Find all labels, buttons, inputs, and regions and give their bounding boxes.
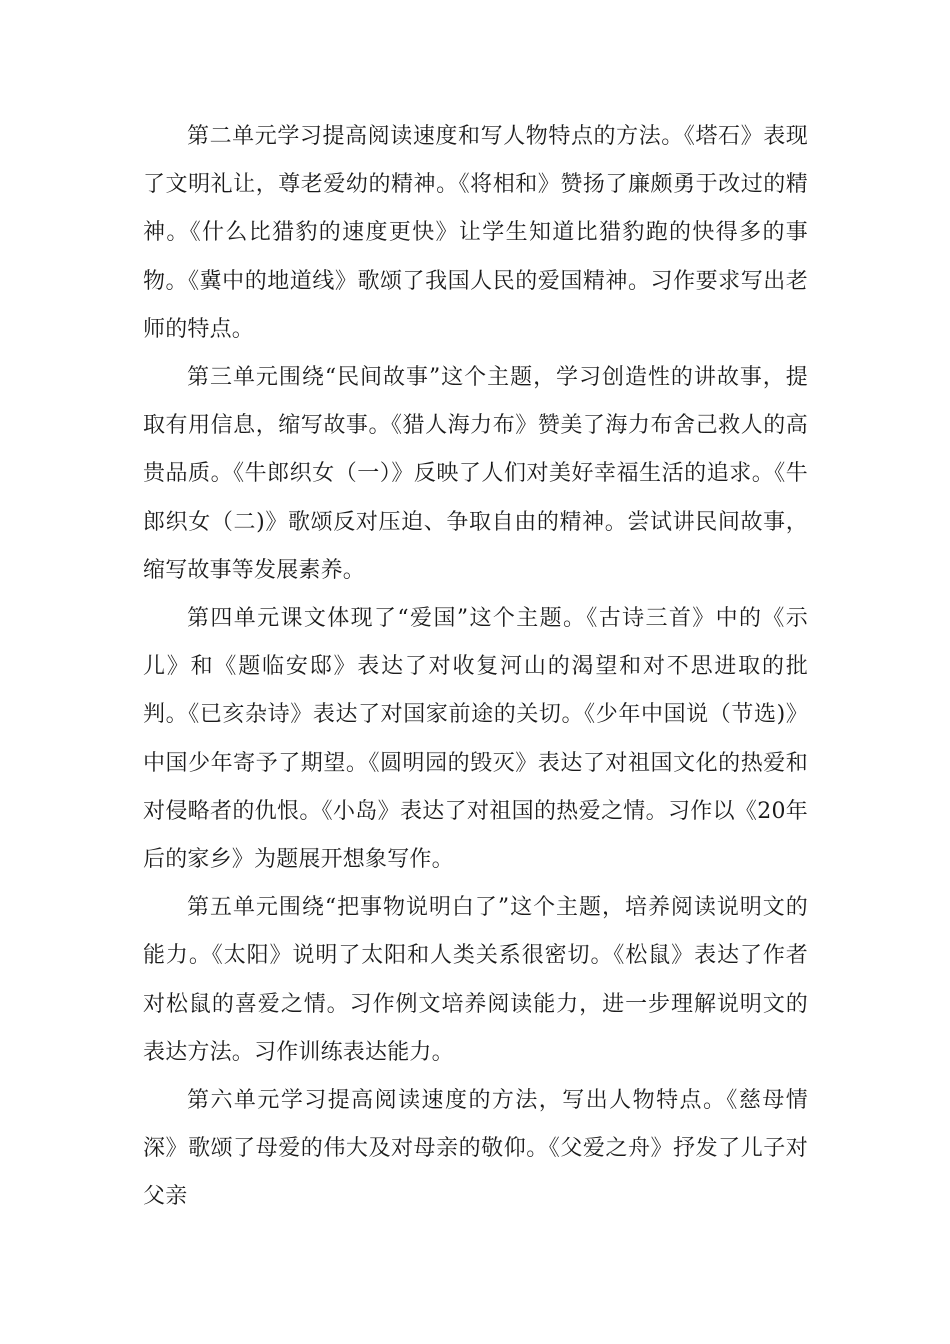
- paragraph-unit-4: 第四单元课文体现了“爱国”这个主题。《古诗三首》中的《示儿》和《题临安邸》表达了对收复河山的渴望和对不思进取的批判。《已亥杂诗》表达了对国家前途的关切。《少年中国说（节选)》中国少年寄予了期望。《圆明园的毁灭》表达了对祖国文化的热爱和对侵略者的仇恨。《小岛》表达了对祖国的热爱之情。习作以《20年后的家乡》为题展开想象写作。: [143, 606, 808, 873]
- paragraph-unit-2: 第二单元学习提高阅读速度和写人物特点的方法。《塔石》表现了文明礼让，尊老爱幼的精神。《将相和》赞扬了廉颇勇于改过的精神。《什么比猎豹的速度更快》让学生知道比猎豹跑的快得多的事物。《冀中的地道线》歌颂了我国人民的爱国精神。习作要求写出老师的特点。: [143, 124, 808, 342]
- paragraph-unit-5: 第五单元围绕“把事物说明白了”这个主题，培养阅读说明文的能力。《太阳》说明了太阳和人类关系很密切。《松鼠》表达了作者对松鼠的喜爱之情。习作例文培养阅读能力，进一步理解说明文的表达方法。习作训练表达能力。: [143, 895, 808, 1065]
- document-body: [143, 113, 808, 1222]
- paragraph-unit-3: 第三单元围绕“民间故事”这个主题，学习创造性的讲故事，提取有用信息，缩写故事。《猎人海力布》赞美了海力布舍己救人的高贵品质。《牛郎织女（一）》反映了人们对美好幸福生活的追求。《牛郎织女（二)》歌颂反对压迫、争取自由的精神。尝试讲民间故事，缩写故事等发展素养。: [143, 365, 808, 583]
- paragraph-unit-6: 第六单元学习提高阅读速度的方法，写出人物特点。《慈母情深》歌颂了母爱的伟大及对母亲的敬仰。《父爱之舟》抒发了儿子对父亲: [143, 1088, 808, 1210]
